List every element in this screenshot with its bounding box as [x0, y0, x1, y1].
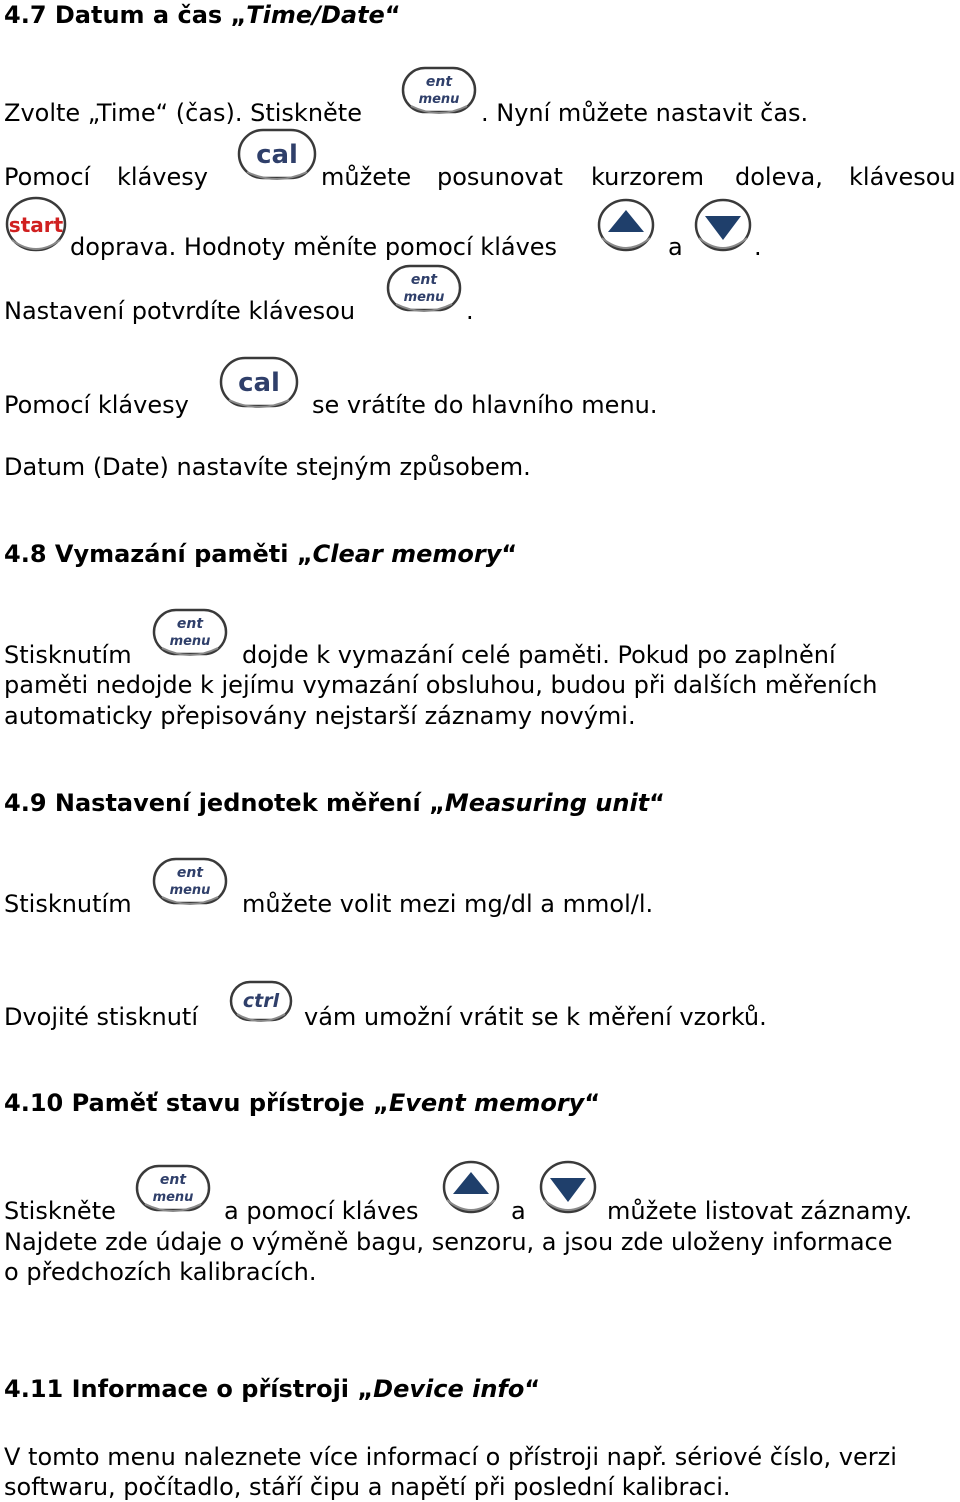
paragraph-text: Datum (Date) nastavíte stejným způsobem.	[4, 453, 531, 481]
svg-text:menu: menu	[152, 1190, 194, 1205]
paragraph-text: se vrátíte do hlavního menu.	[312, 391, 658, 419]
paragraph-text: klávesou	[849, 163, 956, 191]
start-key-icon	[4, 196, 68, 256]
paragraph-text: Nastavení potvrdíte klávesou	[4, 297, 356, 325]
section-heading-4-10: 4.10 Paměť stavu přístroje „Event memory“	[4, 1089, 601, 1117]
svg-text:ent: ent	[425, 74, 453, 90]
paragraph-text: automaticky přepisovány nejstarší záznamy novými.	[4, 702, 636, 730]
paragraph-text: doleva,	[735, 163, 823, 191]
paragraph-text: Pomocí klávesy	[4, 391, 189, 419]
svg-text:menu: menu	[403, 290, 445, 305]
paragraph-text: .	[754, 233, 762, 261]
paragraph-text: můžete volit mezi mg/dl a mmol/l.	[242, 890, 654, 918]
paragraph-text: posunovat	[437, 163, 563, 191]
ent-menu-key-icon	[386, 264, 462, 316]
paragraph-text: můžete	[321, 163, 412, 191]
paragraph-text: a	[511, 1197, 526, 1225]
svg-text:cal: cal	[256, 140, 298, 170]
svg-text:ent: ent	[176, 865, 204, 881]
up-arrow-key-icon	[596, 198, 656, 254]
paragraph-text: kurzorem	[591, 163, 705, 191]
paragraph-text: dojde k vymazání celé paměti. Pokud po zaplnění	[242, 641, 836, 669]
svg-text:menu: menu	[169, 883, 211, 898]
down-arrow-key-icon	[693, 198, 753, 254]
paragraph-text: Pomocí	[4, 163, 91, 191]
paragraph-text: V tomto menu naleznete více informací o přístroji např. sériové číslo, verzi	[4, 1443, 897, 1471]
svg-text:ent: ent	[410, 272, 438, 288]
ent-menu-key-icon	[152, 857, 228, 909]
svg-text:cal: cal	[238, 368, 280, 398]
svg-text:ctrl: ctrl	[242, 990, 280, 1012]
paragraph-text: Zvolte „Time“ (čas). Stiskněte	[4, 99, 362, 127]
ent-menu-key-icon	[135, 1164, 211, 1216]
paragraph-text: Stisknutím	[4, 641, 132, 669]
svg-text:ent: ent	[176, 616, 204, 632]
cal-key-icon	[237, 128, 317, 182]
up-arrow-key-icon	[441, 1160, 501, 1216]
section-heading-4-9: 4.9 Nastavení jednotek měření „Measuring unit“	[4, 789, 665, 817]
paragraph-text: .	[466, 297, 474, 325]
paragraph-text: Stisknutím	[4, 890, 132, 918]
ctrl-key-icon	[229, 980, 293, 1026]
svg-text:ent: ent	[159, 1172, 187, 1188]
paragraph-text: Dvojité stisknutí	[4, 1003, 198, 1031]
paragraph-text: a	[668, 233, 683, 261]
svg-text:menu: menu	[418, 92, 460, 107]
paragraph-text: Stiskněte	[4, 1197, 116, 1225]
paragraph-text: o předchozích kalibracích.	[4, 1258, 317, 1286]
paragraph-text: doprava. Hodnoty měníte pomocí kláves	[70, 233, 558, 261]
paragraph-text: . Nyní můžete nastavit čas.	[481, 99, 809, 127]
section-heading-4-11: 4.11 Informace o přístroji „Device info“	[4, 1375, 541, 1403]
paragraph-text: vám umožní vrátit se k měření vzorků.	[304, 1003, 767, 1031]
section-heading-4-7: 4.7 Datum a čas „Time/Date“	[4, 1, 401, 29]
svg-text:menu: menu	[169, 634, 211, 649]
ent-menu-key-icon	[152, 608, 228, 660]
svg-text:start: start	[8, 213, 64, 237]
paragraph-text: a pomocí kláves	[224, 1197, 419, 1225]
paragraph-text: softwaru, počítadlo, stáří čipu a napětí při poslední kalibraci.	[4, 1473, 731, 1501]
ent-menu-key-icon	[401, 66, 477, 118]
paragraph-text: klávesy	[117, 163, 208, 191]
down-arrow-key-icon	[538, 1160, 598, 1216]
paragraph-text: paměti nedojde k jejímu vymazání obsluhou, budou při dalších měřeních	[4, 671, 878, 699]
paragraph-text: můžete listovat záznamy.	[607, 1197, 913, 1225]
cal-key-icon	[219, 356, 299, 410]
section-heading-4-8: 4.8 Vymazání paměti „Clear memory“	[4, 540, 518, 568]
paragraph-text: Najdete zde údaje o výměně bagu, senzoru, a jsou zde uloženy informace	[4, 1228, 893, 1256]
